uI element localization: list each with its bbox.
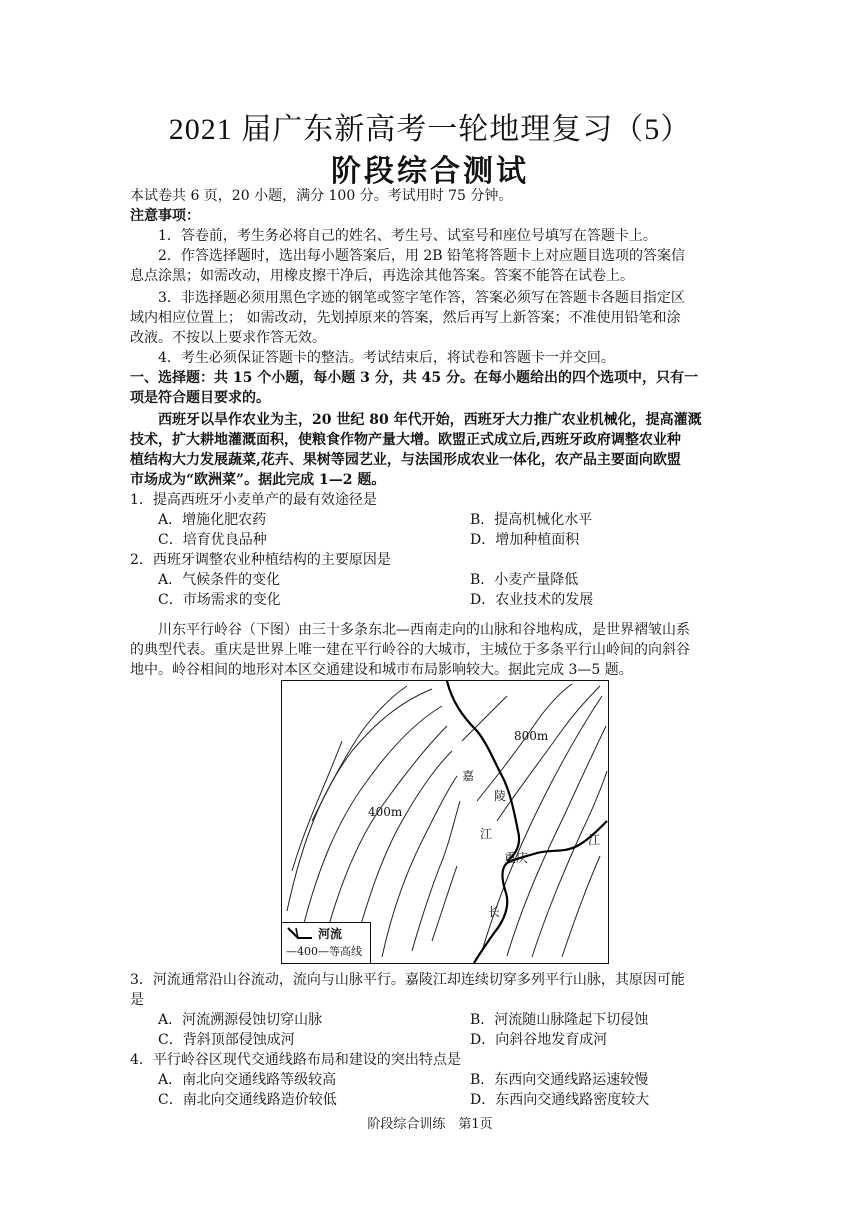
river-label-jiang-left: 江	[480, 827, 493, 841]
question-2-option-a: A．气候条件的变化	[158, 572, 281, 588]
map-legend	[282, 922, 371, 963]
notice-item-3-cont: 域内相应位置上； 如需改动，先划掉原来的答案，然后再写上新答案；不准使用铅笔和涂	[130, 310, 681, 326]
question-4-option-d: D．东西向交通线路密度较大	[470, 1092, 650, 1108]
notice-heading: 注意事项：	[130, 208, 200, 224]
question-2-option-b: B．小麦产量降低	[470, 572, 579, 588]
question-1-option-c: C．培育优良品种	[158, 532, 267, 548]
question-1-option-d: D．增加种植面积	[470, 532, 580, 548]
question-1-option-a: A．增施化肥农药	[158, 512, 267, 528]
river-lines	[447, 681, 607, 963]
question-4-stem: 4．平行岭谷区现代交通线路布局和建设的突出特点是	[130, 1052, 461, 1068]
section-heading: 一、选择题：共 15 个小题，每小题 3 分，共 45 分。在每小题给出的四个选项中，只有一	[130, 370, 698, 386]
passage-2-line-1: 川东平行岭谷（下图）由三十多条东北—西南走向的山脉和谷地构成，是世界褶皱山系	[158, 622, 690, 638]
notice-item-3: 3．非选择题必须用黑色字迹的钢笔或签字笔作答，答案必须写在答题卡各题目指定区	[158, 290, 685, 306]
passage-1-line-1: 西班牙以旱作农业为主，20 世纪 80 年代开始，西班牙大力推广农业机械化，提高灌溉	[158, 412, 702, 428]
legend-river-label: 河流	[318, 927, 343, 941]
parallel-ridge-valley-map	[281, 680, 609, 964]
river-legend-icon	[286, 926, 316, 944]
page-footer: 阶段综合训练 第1页	[367, 1117, 493, 1132]
passage-1-line-4: 市场成为“欧洲菜”。据此完成 1—2 题。	[130, 472, 386, 488]
question-3-option-d: D．向斜谷地发育成河	[470, 1032, 608, 1048]
contour-label-800: 800m	[514, 729, 549, 743]
passage-1-line-3: 植结构大力发展蔬菜,花卉、果树等园艺业，与法国形成农业一体化，农产品主要面向欧盟	[130, 452, 681, 468]
section-heading-cont: 项是符合题目要求的。	[130, 390, 270, 406]
legend-contour-label: —400—等高线	[286, 945, 362, 958]
contour-label-400: 400m	[368, 805, 403, 819]
city-label-chongqing: 重庆	[504, 851, 529, 865]
passage-2-line-3: 地中。岭谷相间的地形对本区交通建设和城市布局影响较大。据此完成 3—5 题。	[130, 662, 633, 678]
notice-item-3-cont2: 改液。不按以上要求作答无效。	[130, 330, 326, 346]
river-label-ling: 陵	[494, 789, 507, 803]
question-2-option-d: D．农业技术的发展	[470, 592, 594, 608]
question-4-option-b: B．东西向交通线路运速较慢	[470, 1072, 649, 1088]
map-drawing	[282, 681, 608, 963]
exam-intro: 本试卷共 6 页，20 小题，满分 100 分。考试用时 75 分钟。	[130, 188, 513, 204]
question-3-option-b: B．河流随山脉隆起下切侵蚀	[470, 1012, 649, 1028]
river-label-chang: 长	[488, 905, 501, 919]
notice-item-4: 4．考生必须保证答题卡的整洁。考试结束后，将试卷和答题卡一并交回。	[158, 350, 615, 366]
question-4-option-a: A．南北向交通线路等级较高	[158, 1072, 337, 1088]
page-title: 2021 届广东新高考一轮地理复习（5）	[168, 113, 692, 146]
question-3-stem-cont: 是	[130, 992, 144, 1008]
question-3-option-c: C．背斜顶部侵蚀成河	[158, 1032, 295, 1048]
question-3-stem: 3．河流通常沿山谷流动，流向与山脉平行。嘉陵江却连续切穿多列平行山脉，其原因可能	[130, 972, 685, 988]
question-3-option-a: A．河流溯源侵蚀切穿山脉	[158, 1012, 323, 1028]
question-1-option-b: B．提高机械化水平	[470, 512, 593, 528]
page-subtitle: 阶段综合测试	[331, 154, 529, 189]
notice-item-2: 2．作答选择题时，选出每小题答案后，用 2B 铅笔将答题卡上对应题目选项的答案信	[158, 248, 686, 264]
question-2-option-c: C．市场需求的变化	[158, 592, 281, 608]
river-label-jia: 嘉	[462, 769, 475, 783]
question-4-option-c: C．南北向交通线路造价较低	[158, 1092, 337, 1108]
notice-item-1: 1．答卷前，考生务必将自己的姓名、考生号、试室号和座位号填写在答题卡上。	[158, 228, 657, 244]
question-1-stem: 1．提高西班牙小麦单产的最有效途径是	[130, 492, 377, 508]
river-label-jiang-right: 江	[588, 833, 601, 847]
passage-1-line-2: 技术，扩大耕地灌溉面积，使粮食作物产量大增。欧盟正式成立后,西班牙政府调整农业种	[130, 432, 681, 448]
question-2-stem: 2．西班牙调整农业种植结构的主要原因是	[130, 552, 391, 568]
notice-item-2-cont: 息点涂黑；如需改动，用橡皮擦干净后，再选涂其他答案。答案不能答在试卷上。	[130, 268, 634, 284]
passage-2-line-2: 的典型代表。重庆是世界上唯一建在平行岭谷的大城市，主城位于多条平行山岭间的向斜谷	[130, 642, 690, 658]
contour-lines	[287, 684, 607, 957]
